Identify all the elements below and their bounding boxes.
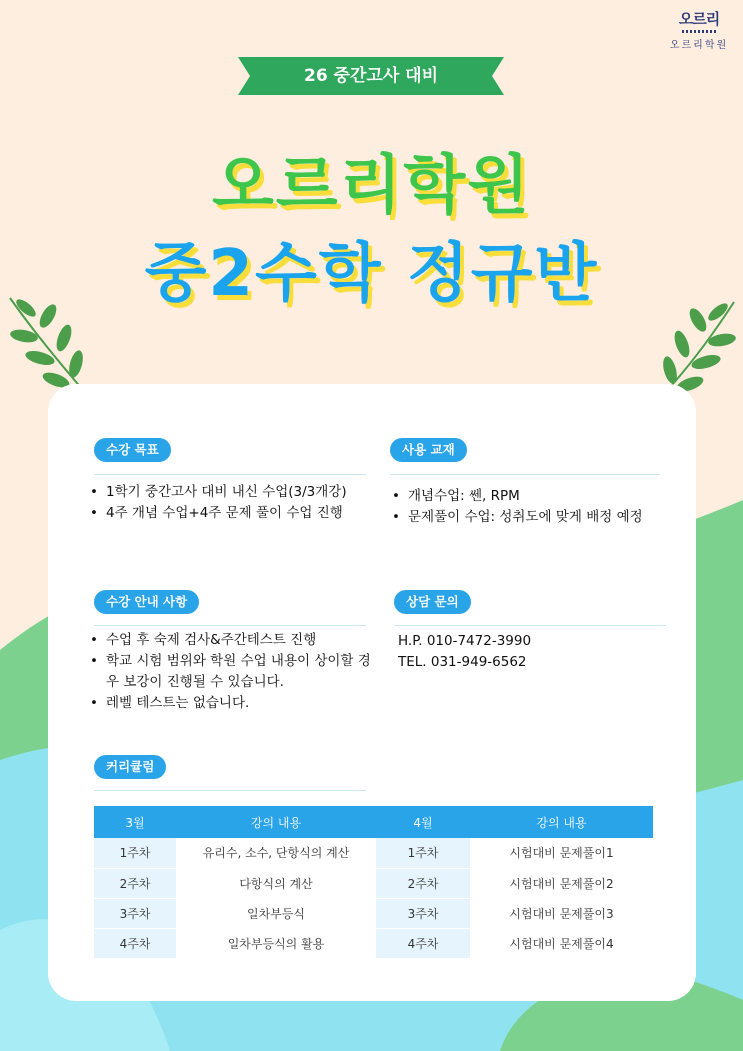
section-curriculum-divider <box>94 790 366 791</box>
table-header-row <box>94 806 653 838</box>
section-contact-label: 상담 문의 <box>394 590 471 614</box>
march-week: 2주차 <box>94 868 176 898</box>
section-books-list <box>392 486 687 528</box>
brand-logo <box>669 8 729 51</box>
april-content: 시험대비 문제풀이2 <box>470 868 653 898</box>
contact-info <box>398 631 678 673</box>
books-item: • 문제풀이 수업: 성취도에 맞게 배정 예정 <box>392 507 687 528</box>
guide-item: • 학교 시험 범위와 학원 수업 내용이 상이할 경우 보강이 진행될 수 있습니다. <box>90 651 382 693</box>
goal-item: • 4주 개념 수업+4주 문제 풀이 수업 진행 <box>90 503 380 524</box>
table-row <box>94 868 653 898</box>
logo-text: 오르리학원 <box>669 40 729 51</box>
april-week: 2주차 <box>376 868 470 898</box>
section-books-label: 사용 교재 <box>390 438 467 462</box>
goal-item: • 1학기 중간고사 대비 내신 수업(3/3개강) <box>90 482 380 503</box>
guide-item: • 레벨 테스트는 없습니다. <box>90 693 382 714</box>
ribbon-label: 26 중간고사 대비 <box>303 66 439 86</box>
table-row <box>94 898 653 928</box>
guide-item: • 수업 후 숙제 검사&주간테스트 진행 <box>90 630 382 651</box>
contact-tel: TEL. 031-949-6562 <box>398 654 527 670</box>
march-content: 일차부등식의 활용 <box>176 928 376 958</box>
title-course: 중2수학 정규반 <box>144 237 599 311</box>
april-week: 3주차 <box>376 898 470 928</box>
logo-divider <box>682 30 716 33</box>
exam-ribbon <box>238 57 504 95</box>
header-april-content: 강의 내용 <box>470 806 653 838</box>
curriculum-table <box>94 806 653 959</box>
march-content: 유리수, 소수, 단항식의 계산 <box>176 838 376 868</box>
section-guide-divider <box>94 625 366 626</box>
section-books-divider <box>390 474 660 475</box>
april-week: 1주차 <box>376 838 470 868</box>
title-academy: 오르리학원 <box>211 149 532 223</box>
table-row <box>94 928 653 958</box>
table-row <box>94 838 653 868</box>
april-content: 시험대비 문제풀이1 <box>470 838 653 868</box>
march-week: 3주차 <box>94 898 176 928</box>
books-item: • 개념수업: 쎈, RPM <box>392 486 687 507</box>
march-content: 일차부등식 <box>176 898 376 928</box>
section-guide-label: 수강 안내 사항 <box>94 590 199 614</box>
section-guide-list <box>90 630 382 714</box>
contact-phone: H.P. 010-7472-3990 <box>398 633 532 649</box>
march-week: 4주차 <box>94 928 176 958</box>
section-goal-divider <box>94 474 366 475</box>
section-goal-label: 수강 목표 <box>94 438 171 462</box>
section-curriculum-label: 커리큘럼 <box>94 755 166 779</box>
march-week: 1주차 <box>94 838 176 868</box>
april-week: 4주차 <box>376 928 470 958</box>
section-contact-divider <box>394 625 666 626</box>
logo-mark: 오르리 <box>678 10 720 28</box>
april-content: 시험대비 문제풀이3 <box>470 898 653 928</box>
april-content: 시험대비 문제풀이4 <box>470 928 653 958</box>
header-march: 3월 <box>94 806 176 838</box>
section-goal-list <box>90 482 380 524</box>
header-march-content: 강의 내용 <box>176 806 376 838</box>
march-content: 다항식의 계산 <box>176 868 376 898</box>
header-april: 4월 <box>376 806 470 838</box>
